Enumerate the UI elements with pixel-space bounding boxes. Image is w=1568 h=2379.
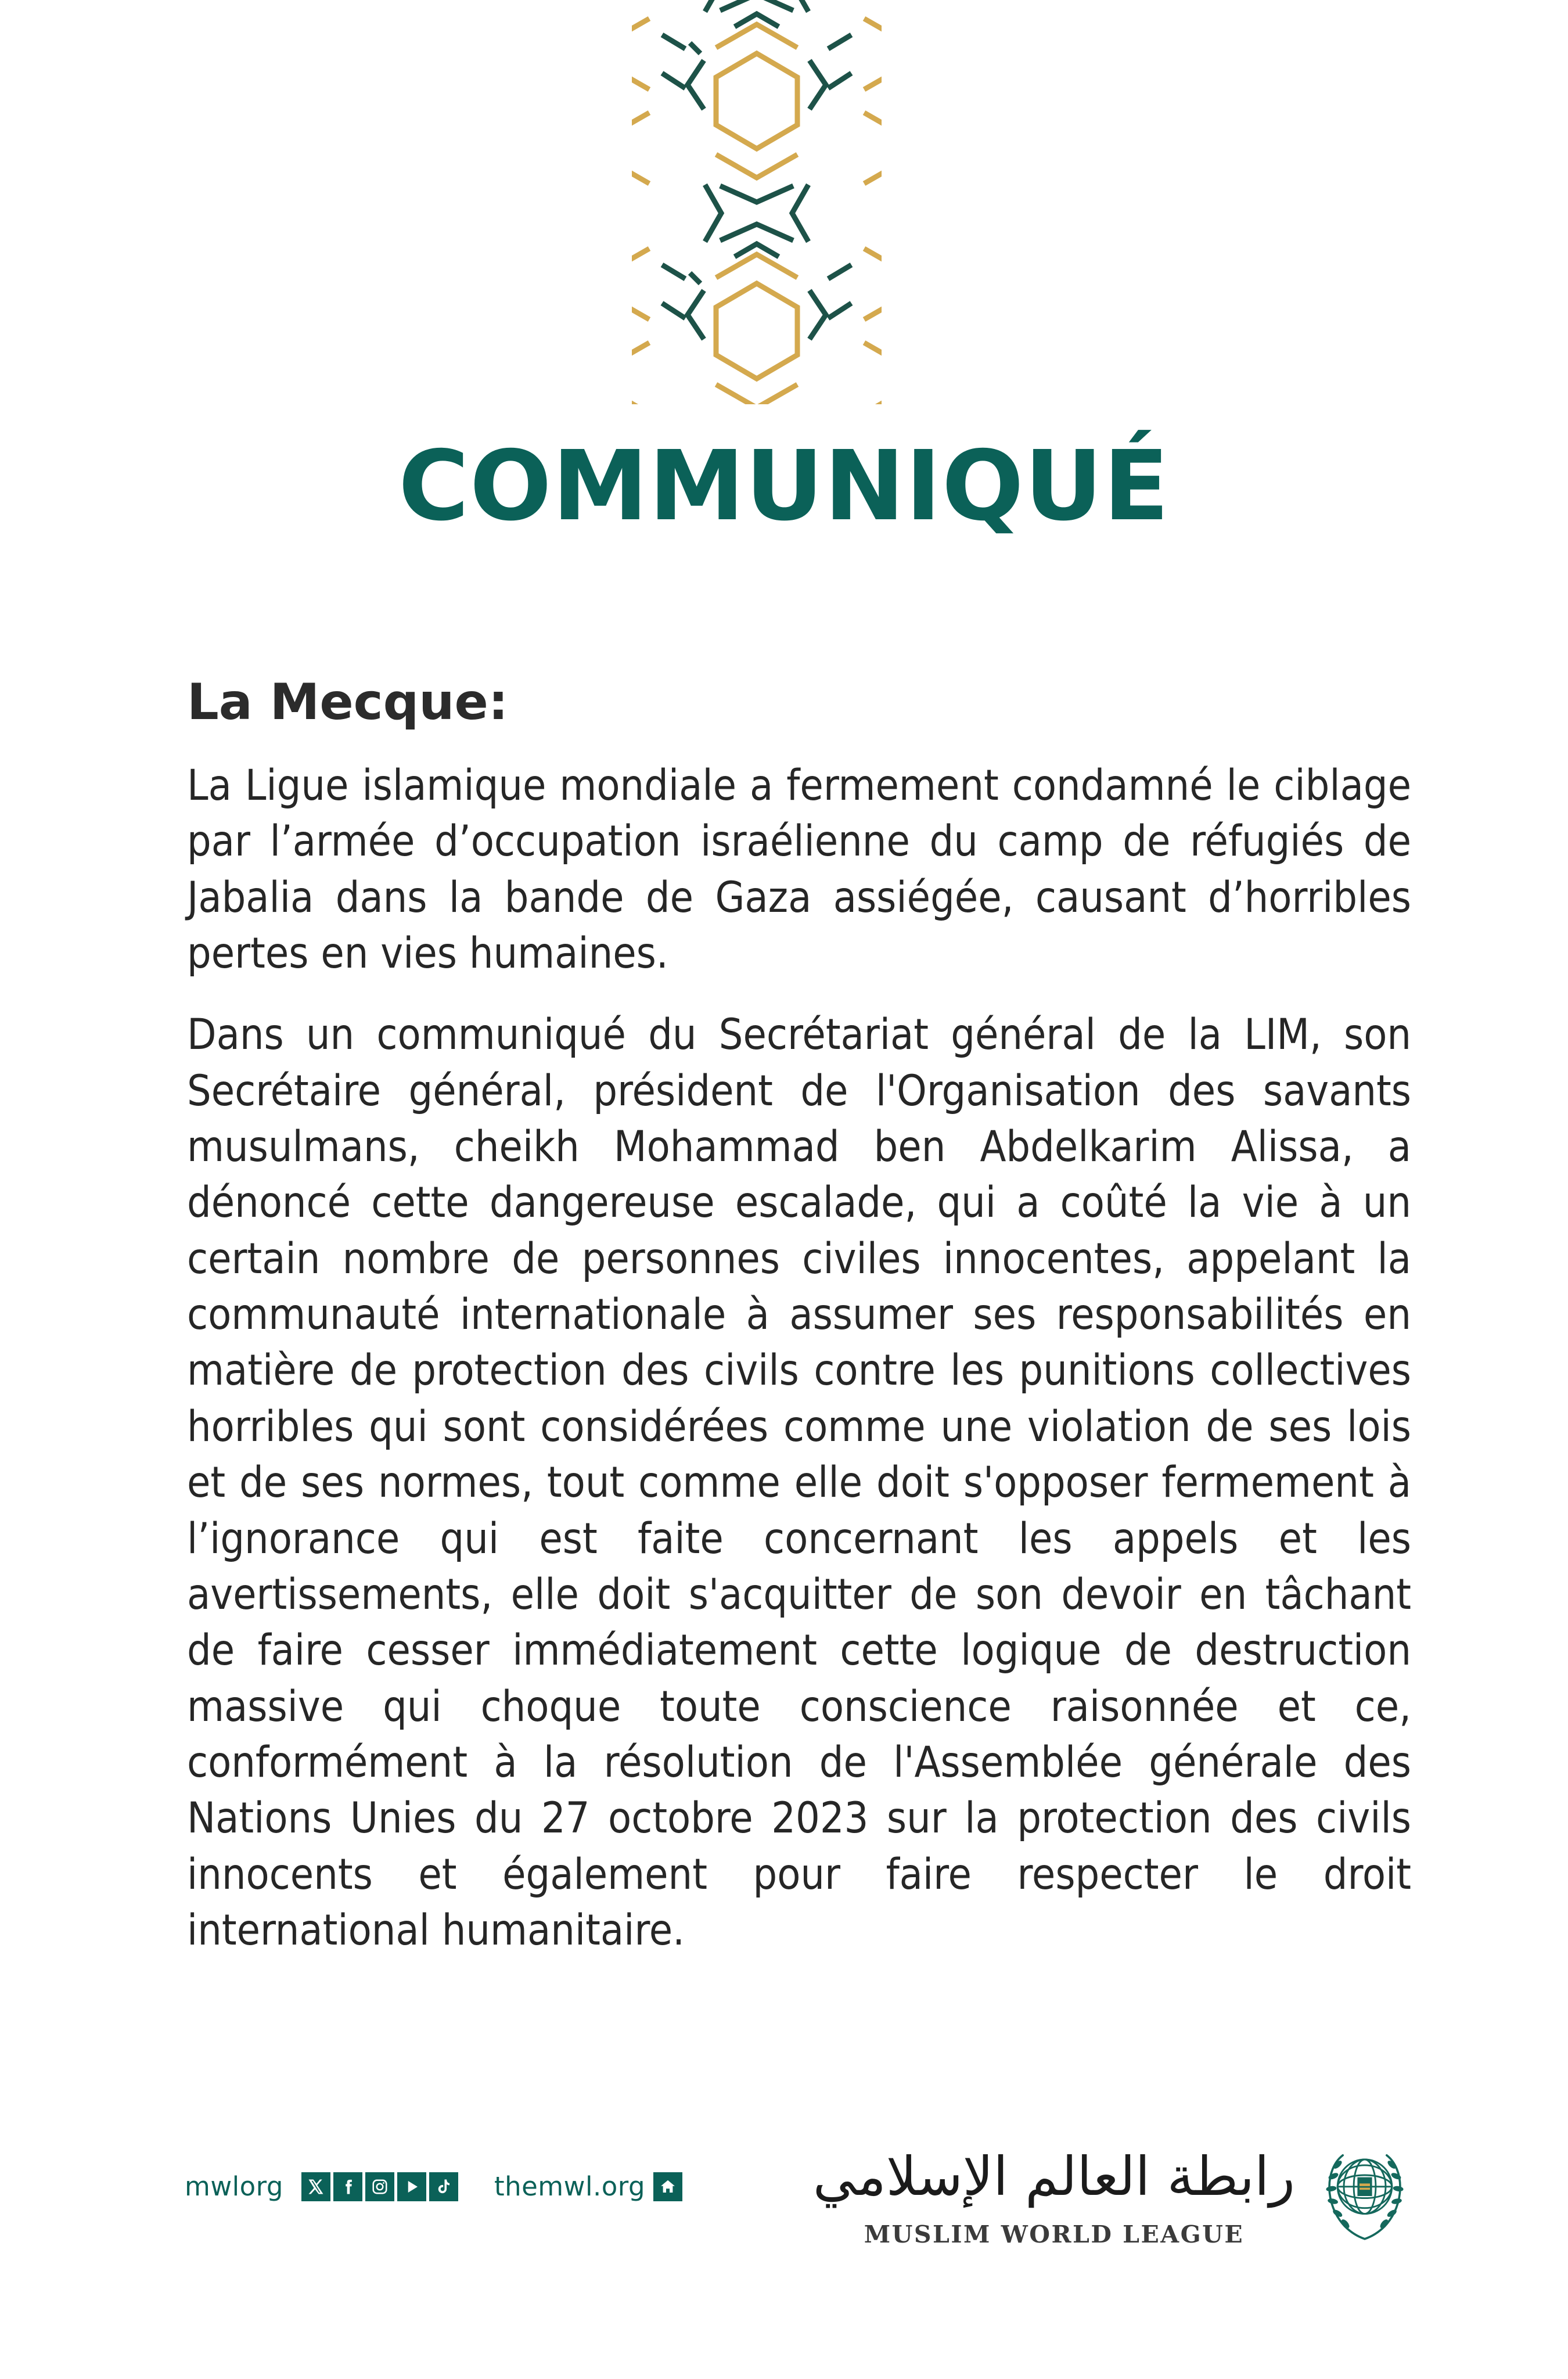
page-title: COMMUNIQUÉ — [398, 430, 1170, 542]
dateline-city: La Mecque: — [187, 673, 509, 731]
mwl-logo-latin: MUSLIM WORLD LEAGUE — [864, 2220, 1245, 2248]
website-label: themwl.org — [494, 2171, 646, 2202]
facebook-icon[interactable] — [333, 2172, 362, 2201]
website-link[interactable] — [494, 2171, 682, 2202]
globe-wreath-emblem — [1312, 2144, 1417, 2248]
social-handle: mwlorg — [185, 2171, 283, 2202]
mwl-logo — [813, 2143, 1417, 2248]
communique-body — [187, 674, 1411, 1958]
paragraph-1: La Ligue islamique mondiale a fermement condamné le ciblage par l’armée d’occupation israélienne du camp de réfugiés de Jabalia dans la bande de Gaza assiégée, causant d’horribles pertes en vies humaines. — [187, 760, 1411, 978]
instagram-icon[interactable] — [365, 2172, 394, 2201]
youtube-icon[interactable] — [397, 2172, 426, 2201]
social-bar — [185, 2171, 682, 2202]
tiktok-icon[interactable] — [429, 2172, 458, 2201]
islamic-geometric-pattern-svg — [632, 0, 882, 404]
mwl-logo-arabic: رابطة العالم الإسلامي — [812, 2146, 1295, 2208]
header-ornament — [632, 0, 882, 404]
mwl-logo-wordmark — [813, 2143, 1295, 2248]
footer — [0, 2143, 1568, 2288]
paragraph-2: Dans un communiqué du Secrétariat général de la LIM, son Secrétaire général, président de l'Organisation des savants musulmans, cheikh Mohammad ben Abdelkarim Alissa, a dénoncé cette dangereuse escalade, qui a coûté la vie à un certain nombre de personnes civiles innocentes, appelant la communauté internationale à assumer ses responsabilités en matière de protection des civils contre les punitions collectives horribles qui sont considérées comme une violation de ses lois et de ses normes, tout comme elle doit s'opposer fermement à l’ignorance qui est faite concernant les appels et les avertissements, elle doit s'acquitter de son devoir en tâchant de faire cesser immédiatement cette logique de destruction massive qui choque toute conscience raisonnée et ce, conformément à la résolution de l'Assemblée générale des Nations Unies du 27 octobre 2023 sur la protection des civils innocents et également pour faire respecter le droit international humanitaire. — [187, 1010, 1411, 1956]
social-icon-group — [301, 2172, 458, 2201]
home-icon[interactable] — [653, 2172, 682, 2201]
x-twitter-icon[interactable] — [301, 2172, 330, 2201]
